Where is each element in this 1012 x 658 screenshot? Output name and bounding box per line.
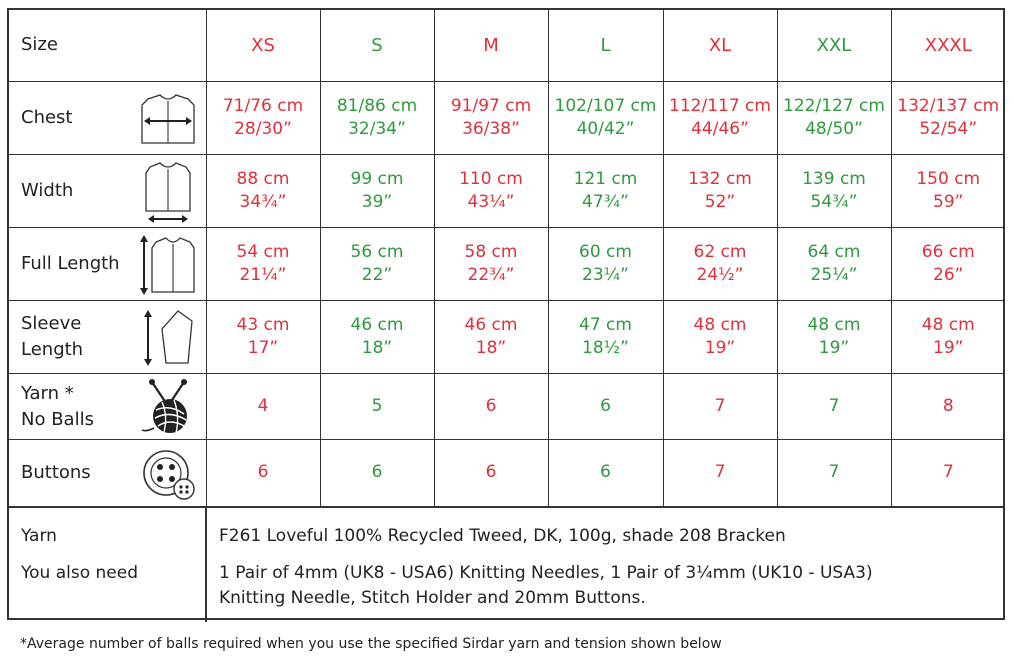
size-value: 48 cm 19”	[777, 300, 891, 373]
size-value: 132/137 cm 52/54”	[891, 81, 1005, 154]
size-xs: XS	[206, 10, 320, 81]
size-value: 46 cm 18”	[320, 300, 434, 373]
table-row	[9, 154, 1005, 227]
sleeve-length-icon	[138, 307, 198, 369]
size-l: L	[548, 10, 663, 81]
size-value: 7	[777, 439, 891, 506]
table-row	[9, 373, 1005, 439]
size-label: Size	[21, 34, 58, 55]
size-xxl: XXL	[777, 10, 891, 81]
materials-section	[9, 506, 1003, 622]
size-label-cell	[9, 10, 206, 81]
yarn-text: F261 Loveful 100% Recycled Tweed, DK, 100g, shade 208 Bracken	[219, 526, 786, 546]
footnote: *Average number of balls required when you use the specified Sirdar yarn and tension shown below	[20, 636, 722, 652]
yarn-ball-needles-icon	[138, 378, 198, 438]
size-value: 7	[663, 439, 777, 506]
size-value: 56 cm 22”	[320, 227, 434, 300]
size-table	[9, 10, 1005, 507]
size-value: 6	[206, 439, 320, 506]
size-m: M	[434, 10, 548, 81]
row-label: Sleeve Length	[21, 312, 84, 360]
row-label: Full Length	[21, 252, 120, 274]
size-value: 48 cm 19”	[891, 300, 1005, 373]
yarn-label: Yarn	[21, 526, 57, 546]
size-value: 60 cm 23¼”	[548, 227, 663, 300]
size-value: 7	[891, 439, 1005, 506]
size-value: 112/117 cm 44/46”	[663, 81, 777, 154]
row-label-cell	[9, 439, 206, 506]
size-value: 6	[548, 373, 663, 439]
size-value: 139 cm 54¾”	[777, 154, 891, 227]
size-value: 110 cm 43¼”	[434, 154, 548, 227]
size-s: S	[320, 10, 434, 81]
size-value: 5	[320, 373, 434, 439]
size-value: 66 cm 26”	[891, 227, 1005, 300]
size-value: 8	[891, 373, 1005, 439]
size-value: 47 cm 18½”	[548, 300, 663, 373]
size-value: 91/97 cm 36/38”	[434, 81, 548, 154]
size-value: 62 cm 24½”	[663, 227, 777, 300]
button-icon	[138, 447, 198, 503]
size-value: 6	[434, 373, 548, 439]
row-label-cell	[9, 81, 206, 154]
size-value: 46 cm 18”	[434, 300, 548, 373]
cardigan-chest-icon	[138, 91, 198, 147]
need-text-line1: 1 Pair of 4mm (UK8 - USA6) Knitting Needles, 1 Pair of 3¼mm (UK10 - USA3)	[219, 563, 873, 583]
size-xxxl: XXXL	[891, 10, 1005, 81]
row-label: Yarn * No Balls	[21, 382, 94, 430]
need-label: You also need	[21, 563, 138, 583]
size-value: 43 cm 17”	[206, 300, 320, 373]
size-value: 6	[548, 439, 663, 506]
size-value: 48 cm 19”	[663, 300, 777, 373]
size-value: 58 cm 22¾”	[434, 227, 548, 300]
row-label-cell	[9, 373, 206, 439]
row-label-cell	[9, 227, 206, 300]
size-value: 6	[320, 439, 434, 506]
cardigan-width-icon	[138, 159, 198, 225]
size-value: 81/86 cm 32/34”	[320, 81, 434, 154]
size-value: 121 cm 47¾”	[548, 154, 663, 227]
row-label: Width	[21, 179, 74, 201]
size-value: 6	[434, 439, 548, 506]
size-value: 71/76 cm 28/30”	[206, 81, 320, 154]
row-label-cell	[9, 300, 206, 373]
size-xl: XL	[663, 10, 777, 81]
size-value: 7	[777, 373, 891, 439]
table-row	[9, 81, 1005, 154]
row-label: Buttons	[21, 461, 91, 483]
size-value: 122/127 cm 48/50”	[777, 81, 891, 154]
cardigan-length-icon	[138, 232, 198, 298]
row-label: Chest	[21, 106, 73, 128]
size-value: 64 cm 25¼”	[777, 227, 891, 300]
size-header-row	[9, 10, 1005, 81]
size-value: 150 cm 59”	[891, 154, 1005, 227]
table-row	[9, 227, 1005, 300]
size-value: 88 cm 34¾”	[206, 154, 320, 227]
size-value: 4	[206, 373, 320, 439]
size-chart	[7, 8, 1005, 620]
need-text-line2: Knitting Needle, Stitch Holder and 20mm Buttons.	[219, 588, 646, 608]
size-value: 99 cm 39”	[320, 154, 434, 227]
size-value: 102/107 cm 40/42”	[548, 81, 663, 154]
table-row	[9, 300, 1005, 373]
table-row	[9, 439, 1005, 506]
divider	[205, 508, 207, 622]
size-value: 132 cm 52”	[663, 154, 777, 227]
size-value: 7	[663, 373, 777, 439]
row-label-cell	[9, 154, 206, 227]
size-value: 54 cm 21¼”	[206, 227, 320, 300]
